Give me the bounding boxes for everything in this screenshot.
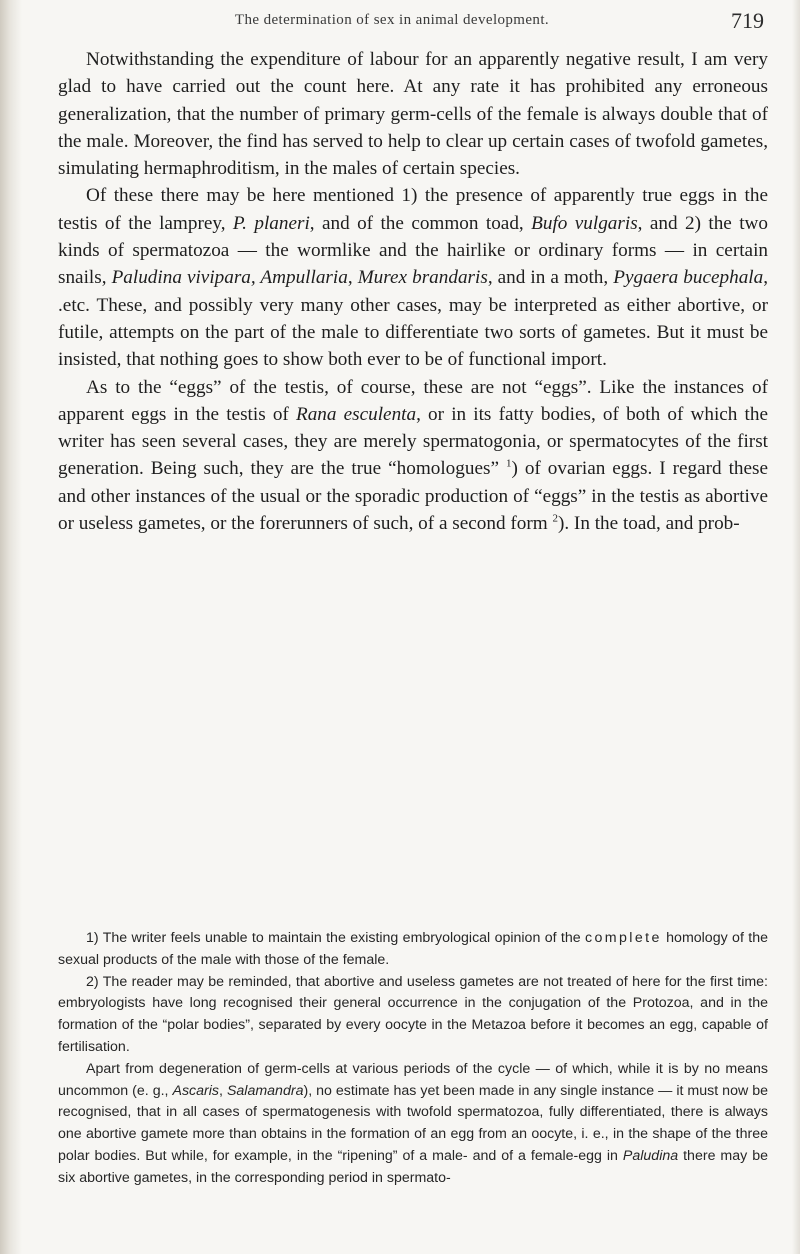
species-name: P. planeri (232, 212, 310, 234)
footnote-2-continued: Apart from degeneration of germ-cells at various periods of the cycle — of which, while it is by no means uncommon (e. g., Ascaris, Salamandra), no estimate has yet been made in any single instance — it must now be recognised, that in all cases of spermatogenesis with twofold spermatozoa, fully differentiated, there is always one abortive gamete more than obtains in the formation of an egg from an oocyte, i. e., in the shape of the three polar bodies. But while, for example, in the “ripening” of a male- and of a female-egg in Paludina there may be six abortive gametes, in the corresponding period in spermato- (58, 1060, 768, 1186)
page-number: 719 (731, 8, 764, 33)
paragraph-1: Notwithstanding the expenditure of labour for an apparently negative result, I am very glad to have carried out the count here. At any rate it has prohibited any erroneous generalization, that the number of primary germ-cells of the female is always double that of the male. Moreover, the find has served to help to clear up certain cases of twofold gametes, simulating hermaphroditism, in the males of certain species. (58, 49, 768, 180)
paragraph-2: Of these there may be here mentioned 1) the presence of apparently true eggs in the testis of the lamprey, P. planeri, and of the common toad, Bufo vulgaris, and 2) the two kinds of spermatozoa — the wormlike and the hairlike or ordinary forms — in certain snails, Paludina vivipara, Ampullaria, Murex brandaris, and in a moth, Pygaera bucephala, .etc. These, and possibly very many other cases, may be interpreted as either abortive, or futile, attempts on the part of the male to differentiate two sorts of gametes. But it must be insisted, that nothing goes to show both ever to be of functional import. (58, 185, 769, 371)
species-name: Pygaera bucephala (613, 267, 764, 289)
footnotes (58, 928, 768, 1190)
page-edge (792, 0, 800, 1254)
paragraph-3: As to the “eggs” of the testis, of course, these are not “eggs”. Like the instances of apparent eggs in the testis of Rana esculenta, or in its fatty bodies, of both of which the writer has seen several cases, they are merely spermatogonia, or spermatocytes of the first generation. Being such, they are the true “homologues” $^1$) of ovarian eggs. I regard these and other instances of the usual or the sporadic production of “eggs” in the testis as abortive or useless gametes, or the forerunners of such, of a second form $^2$). In the toad, and prob- (58, 376, 768, 535)
species-name: Salamandra (226, 1082, 304, 1099)
footnote-ref-2: 2 (552, 512, 558, 525)
main-text (58, 46, 768, 537)
footnote-ref-1: 1 (505, 458, 512, 471)
running-head (72, 2, 772, 42)
species-name: Murex brandaris (357, 267, 488, 289)
species-name: Rana esculenta (295, 403, 417, 425)
running-title: The determination of sex in animal development. (234, 12, 550, 28)
spine-shadow (0, 0, 22, 1254)
species-name: Paludina vivipara, Ampullaria (111, 267, 348, 289)
footnote-1: 1) The writer feels unable to maintain the existing embryological opinion of the complete homology of the sexual products of the male with those of the female. (58, 930, 768, 968)
species-name: Paludina (622, 1147, 679, 1164)
footnote-2: 2) The reader may be reminded, that abortive and useless gametes are not treated of here for the first time: embryologists have long recognised their general occurrence in the conjugation of the Protozoa, and in the formation of the “polar bodies”, separated by every oocyte in the Metazoa before it becomes an egg, capable of fertilisation. (58, 973, 768, 1055)
species-name: Bufo vulgaris (531, 212, 638, 234)
spaced-emphasis: complete (585, 930, 662, 946)
species-name: Ascaris (172, 1082, 220, 1099)
